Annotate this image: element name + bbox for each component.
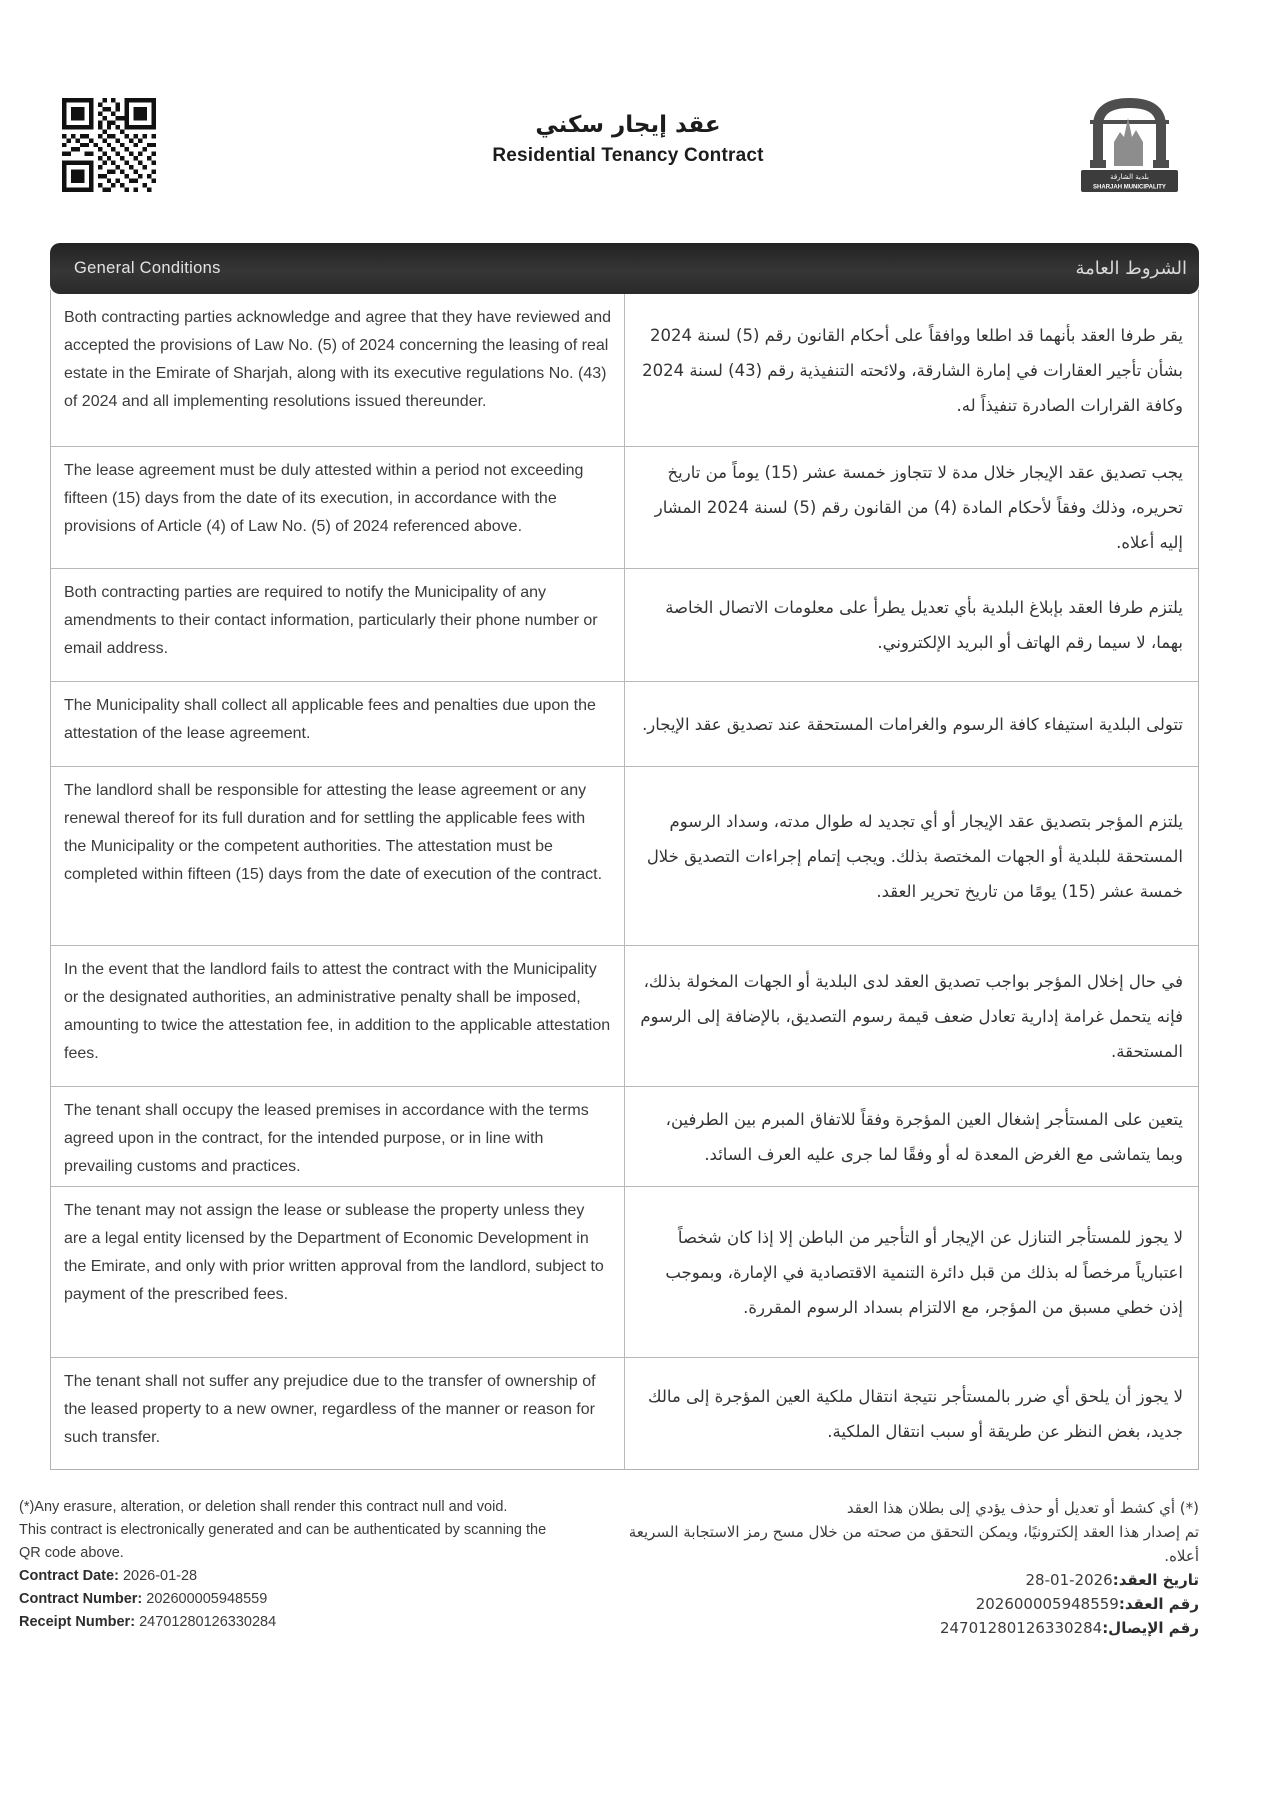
footer-note-electronic-ar: تم إصدار هذا العقد إلكترونيًا، ويمكن التحقق من صحته من خلال مسح رمز الاستجابة السريعة أعلاه. <box>628 1523 1199 1565</box>
footer-note-electronic: This contract is electronically generated and can be authenticated by scanning the QR code above. <box>19 1522 547 1561</box>
contract-date-value-ar: 2026-01-28 <box>1025 1571 1113 1589</box>
condition-en: Both contracting parties acknowledge and agree that they have reviewed and accepted the provisions of Law No. (5) of 2024 concerning the leasing of real estate in the Emirate of Sharjah, along with its executive regulations No. (43) of 2024 and all implementing resolutions issued thereunder. <box>51 294 625 446</box>
condition-en: The landlord shall be responsible for attesting the lease agreement or any renewal thereof for its full duration and for settling the applicable fees with the Municipality or the competent authorities. The attestation must be completed within fifteen (15) days from the date of execution of the contract. <box>51 767 625 945</box>
receipt-number-value-ar: 24701280126330284 <box>939 1619 1103 1637</box>
sharjah-municipality-logo <box>1073 88 1186 196</box>
receipt-number-value: 24701280126330284 <box>139 1614 277 1630</box>
condition-ar-text: يتعين على المستأجر إشغال العين المؤجرة وفقاً للاتفاق المبرم بين الطرفين، وبما يتماشى مع الغرض المعدة له أو وفقًا لما جرى عليه العرف السائد. <box>665 1109 1183 1164</box>
condition-ar <box>625 447 1199 568</box>
condition-row <box>51 1358 1198 1469</box>
conditions-table <box>50 290 1199 1470</box>
condition-row <box>51 946 1198 1087</box>
logo-text-english: SHARJAH MUNICIPALITY <box>1093 184 1166 191</box>
document-title-arabic: عقد إيجار سكني <box>535 112 721 138</box>
general-conditions-section <box>50 243 1199 1470</box>
receipt-number-label: Receipt Number: <box>19 1614 136 1630</box>
contract-number-value: 202600005948559 <box>146 1591 268 1607</box>
contract-number-label: Contract Number: <box>19 1591 143 1607</box>
footer-note-erasure: (*)Any erasure, alteration, or deletion shall render this contract null and void. <box>19 1499 508 1515</box>
contract-number-line-ar <box>599 1592 1199 1616</box>
condition-ar-text: يلتزم المؤجر بتصديق عقد الإيجار أو أي تجديد له طوال مدته، وسداد الرسوم المستحقة للبلدية أو الجهات المختصة بذلك. ويجب إتمام إجراءات التصديق خلال خمسة عشر (15) يومًا من تاريخ تحرير العقد. <box>646 811 1183 901</box>
condition-ar-text: تتولى البلدية استيفاء كافة الرسوم والغرامات المستحقة عند تصديق عقد الإيجار. <box>642 714 1183 734</box>
contract-date-value: 2026-01-28 <box>122 1568 198 1584</box>
receipt-number-line <box>19 1611 554 1634</box>
condition-ar <box>625 294 1199 446</box>
condition-ar <box>625 569 1199 681</box>
condition-ar <box>625 767 1199 945</box>
contract-number-label-ar: رقم العقد: <box>1118 1595 1199 1613</box>
contract-number-value-ar: 202600005948559 <box>975 1595 1119 1613</box>
condition-ar <box>625 682 1199 766</box>
condition-row <box>51 447 1198 569</box>
condition-ar-text: يلتزم طرفا العقد بإبلاغ البلدية بأي تعديل يطرأ على معلومات الاتصال الخاصة بهما، لا سيما رقم الهاتف أو البريد الإلكتروني. <box>665 598 1183 652</box>
condition-en: The tenant shall occupy the leased premises in accordance with the terms agreed upon in the contract, for the intended purpose, or in line with prevailing customs and practices. <box>51 1087 625 1186</box>
condition-row <box>51 569 1198 682</box>
condition-ar-text: يجب تصديق عقد الإيجار خلال مدة لا تتجاوز خمسة عشر (15) يوماً من تاريخ تحريره، وذلك وفقاً لأحكام المادة (4) من القانون رقم (5) لسنة 2024 المشار إليه أعلاه. <box>654 463 1183 552</box>
document-header <box>0 0 1272 243</box>
contract-date-label-ar: تاريخ العقد: <box>1112 1571 1199 1589</box>
condition-ar-text: في حال إخلال المؤجر بواجب تصديق العقد لدى البلدية أو الجهات المخولة بذلك، فإنه يتحمل غرامة إدارية تعادل ضعف قيمة رسوم التصديق، بالإضافة إلى الرسوم المستحقة. <box>640 971 1183 1061</box>
condition-ar <box>625 946 1199 1086</box>
receipt-number-label-ar: رقم الإيصال: <box>1102 1619 1199 1637</box>
municipality-logo-graphic <box>1073 88 1186 196</box>
footer-arabic <box>599 1496 1199 1640</box>
contract-date-line <box>19 1565 554 1588</box>
condition-en: The tenant may not assign the lease or sublease the property unless they are a legal entity licensed by the Department of Economic Development in the Emirate, and only with prior written approval from the landlord, subject to payment of the prescribed fees. <box>51 1187 625 1357</box>
logo-text-arabic: بلدية الشارقة <box>1110 173 1149 181</box>
condition-row <box>51 1187 1198 1358</box>
condition-ar-text: يقر طرفا العقد بأنهما قد اطلعا ووافقاً على أحكام القانون رقم (5) لسنة 2024 بشأن تأجير العقارات في إمارة الشارقة، ولائحته التنفيذية رقم (43) لسنة 2024 وكافة القرارات الصادرة تنفيذاً له. <box>642 325 1183 415</box>
contract-date-line-ar <box>599 1568 1199 1592</box>
section-header-bar <box>50 243 1199 294</box>
document-title-english: Residential Tenancy Contract <box>492 145 764 166</box>
condition-en: In the event that the landlord fails to attest the contract with the Municipality or the designated authorities, an administrative penalty shall be imposed, amounting to twice the attestation fee, in addition to the applicable attestation fees. <box>51 946 625 1086</box>
footer-english <box>19 1496 554 1634</box>
condition-row <box>51 682 1198 767</box>
section-title-english: General Conditions <box>74 259 221 277</box>
condition-row <box>51 767 1198 946</box>
condition-ar <box>625 1187 1199 1357</box>
condition-en: The Municipality shall collect all applicable fees and penalties due upon the attestation of the lease agreement. <box>51 682 625 766</box>
condition-en: The tenant shall not suffer any prejudice due to the transfer of ownership of the leased property to a new owner, regardless of the manner or reason for such transfer. <box>51 1358 625 1469</box>
contract-number-line <box>19 1588 554 1611</box>
condition-en: Both contracting parties are required to notify the Municipality of any amendments to their contact information, particularly their phone number or email address. <box>51 569 625 681</box>
condition-row <box>51 294 1198 447</box>
condition-en: The lease agreement must be duly attested within a period not exceeding fifteen (15) days from the date of its execution, in accordance with the provisions of Article (4) of Law No. (5) of 2024 referenced above. <box>51 447 625 568</box>
condition-ar <box>625 1087 1199 1186</box>
footer-notes <box>19 1496 1199 1640</box>
condition-ar-text: لا يجوز أن يلحق أي ضرر بالمستأجر نتيجة انتقال ملكية العين المؤجرة إلى مالك جديد، بغض النظر عن طريقة أو سبب انتقال الملكية. <box>648 1386 1183 1441</box>
contract-date-label: Contract Date: <box>19 1568 119 1584</box>
condition-ar <box>625 1358 1199 1469</box>
footer-note-erasure-ar: (*) أي كشط أو تعديل أو حذف يؤدي إلى بطلان هذا العقد <box>846 1499 1199 1517</box>
receipt-number-line-ar <box>599 1616 1199 1640</box>
condition-ar-text: لا يجوز للمستأجر التنازل عن الإيجار أو التأجير من الباطن إلا إذا كان شخصاً اعتبارياً مرخصاً له بذلك من قبل دائرة التنمية الاقتصادية في الإمارة، وبموجب إذن خطي مسبق من المؤجر، مع الالتزام بسداد الرسوم المقررة. <box>665 1227 1183 1317</box>
document-titles <box>0 112 1256 167</box>
section-title-arabic: الشروط العامة <box>1075 258 1187 279</box>
condition-row <box>51 1087 1198 1187</box>
